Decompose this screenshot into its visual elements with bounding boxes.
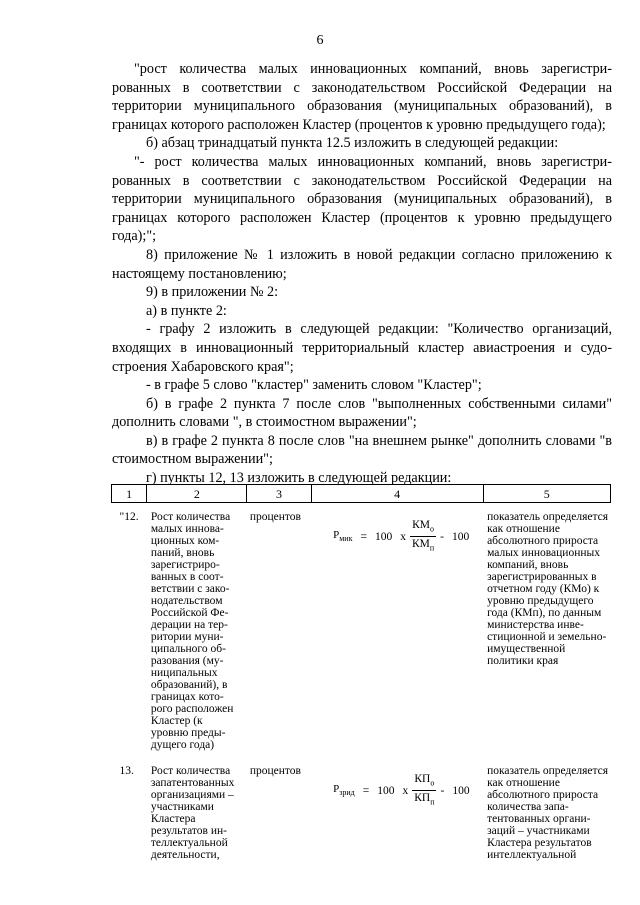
paragraph: г) пункты 12, 13 изложить в следующей редакции: [146, 470, 452, 487]
row-number: 13. [119, 765, 134, 777]
page-number: 6 [316, 33, 324, 48]
paragraph: 9) в приложении № 2: [146, 284, 279, 301]
paragraph: б) в графе 2 пункта 7 после слов "выполненных собственными силами" дополнить словами ", в стоимостном выражении"; [112, 395, 612, 431]
formula-cell [311, 511, 483, 751]
formula: $Р_{мик}$ = 100 x $\frac{КМ_о}{КМ_п}$ - 100 [333, 519, 470, 553]
fraction: $\frac{КП_о}{КП_п}$ [414, 773, 435, 807]
table-header-row [112, 485, 611, 503]
paragraph: "рост количества малых инновационных компаний, вновь зарегистрированных в соответствии с законодательством Российской Федерации на территории муниципального образования (муниципальных образований), в границах которого расположен Кластер (процентов к уровню предыдущего года); [112, 61, 612, 133]
row-number: "12. [119, 511, 139, 523]
indicator-description: показатель определяется как отношение абсолютного прироста малых инновационных компаний, вновь зарегистрированных в отчетном году (КМо) к уровню предыдущего года (КМп), по данным министерства инвестиционной и земельно-имущественной политики края [487, 511, 609, 667]
unit: процентов [249, 765, 301, 777]
document-body [112, 60, 612, 488]
column-header: 4 [311, 485, 483, 503]
paragraph: б) абзац тринадцатый пункта 12.5 изложить в следующей редакции: [146, 135, 559, 152]
formula-cell [311, 765, 483, 861]
fraction: $\frac{КМ_о}{КМ_п}$ [411, 519, 435, 553]
paragraph: "- рост количества малых инновационных компаний, вновь зарегистрированных в соответствии с законодательством Российской Федерации на территории муниципального образования (муниципальных образований), в границах которого расположен Кластер (процентов к уровню предыдущего года);"; [112, 153, 612, 245]
column-header: 5 [483, 485, 610, 503]
column-header: 1 [112, 485, 147, 503]
indicator-name: Рост количества малых инновационных компаний, вновь зарегистрированных в соответствии с законодательством Российской Федерации на территории муниципального образования (муниципальных образований), в границах которого расположен Кластер (к уровню предыдущего года) [150, 511, 234, 751]
column-header: 2 [147, 485, 247, 503]
indicator-name: Рост количества запатентованных организациями – участниками Кластера результатов интеллектуальной деятельности, [150, 765, 235, 861]
paragraph: 8) приложение № 1 изложить в новой редакции согласно приложению к настоящему постановлению; [112, 246, 612, 282]
paragraph: - в графе 5 слово "кластер" заменить словом "Кластер"; [146, 377, 482, 394]
table-row [112, 765, 611, 861]
formula: $Р_{зрид}$ = 100 x $\frac{КП_о}{КП_п}$ - 100 [333, 773, 470, 807]
unit: процентов [249, 511, 301, 523]
indicators-table [111, 484, 611, 861]
table-row [112, 511, 611, 751]
paragraph: в) в графе 2 пункта 8 после слов "на внешнем рынке" дополнить словами "в стоимостном выражении"; [112, 432, 612, 468]
indicator-description: показатель определяется как отношение абсолютного прироста количества запатентованных организаций – участниками Кластера результатов интеллектуальной [487, 765, 609, 861]
paragraph: - графу 2 изложить в следующей редакции: "Количество организаций, входящих в инновационный территориальный кластер авиастроения и судостроения Хабаровского края"; [112, 321, 612, 375]
column-header: 3 [247, 485, 311, 503]
paragraph: а) в пункте 2: [146, 302, 227, 319]
